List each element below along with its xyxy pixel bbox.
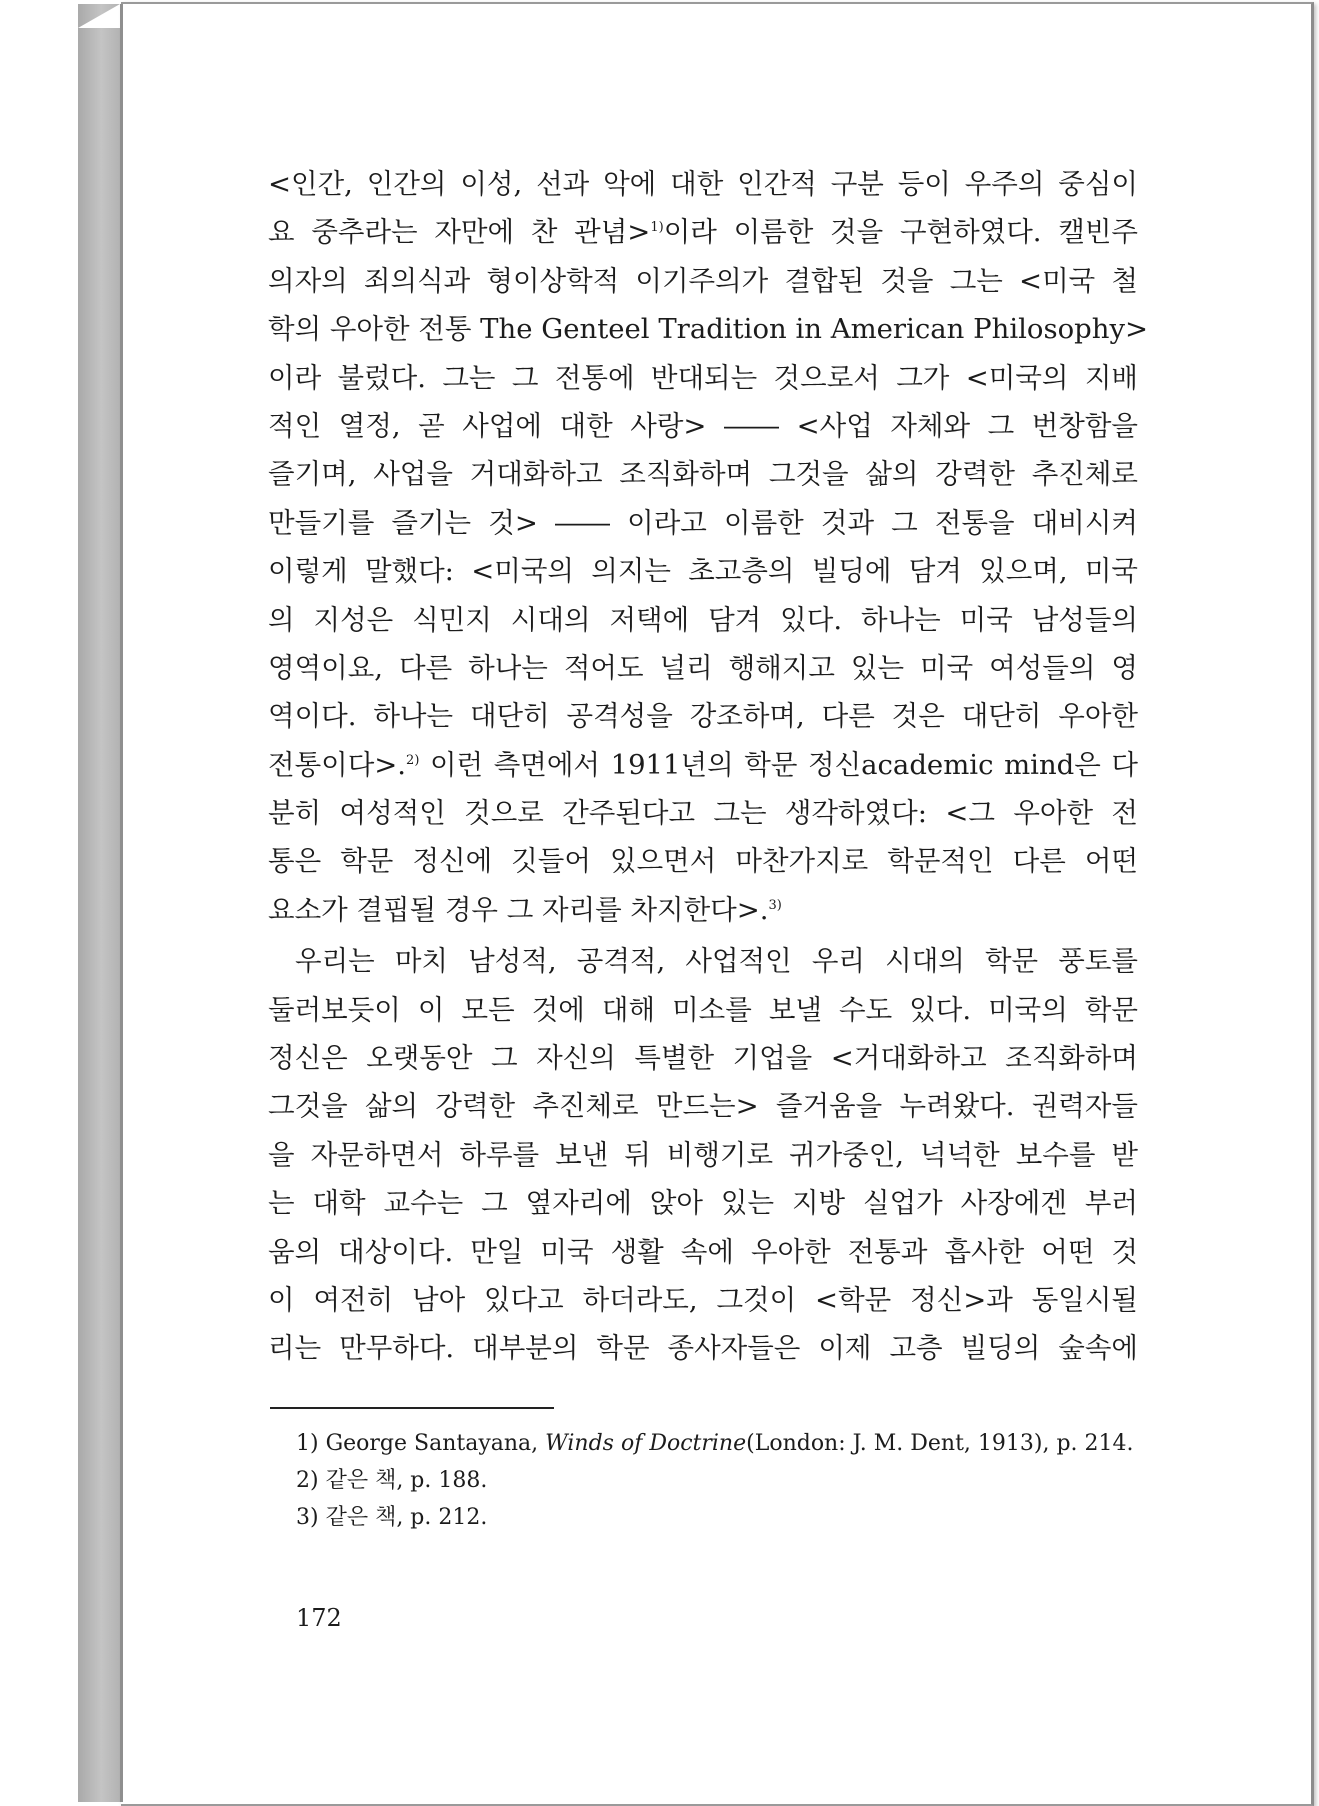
text-line: 학의 우아한 전통 The Genteel Tradition in American Philosophy>: [268, 313, 1149, 346]
text-line: 의 지성은 식민지 시대의 저택에 담겨 있다. 하나는 미국 남성들의: [268, 603, 1138, 636]
text-line: 을 자문하면서 하루를 보낸 뒤 비행기로 귀가중인, 넉넉한 보수를 받: [268, 1138, 1138, 1171]
text-line: 통은 학문 정신에 깃들어 있으면서 마찬가지로 학문적인 다른 어떤: [268, 845, 1138, 878]
footnote-ref: 2): [406, 752, 420, 768]
page-edge: [120, 4, 123, 1802]
footnote-ref: 3): [768, 897, 782, 913]
body-text: [268, 160, 1149, 1373]
footnote: 1) George Santayana, Winds of Doctrine(London: J. M. Dent, 1913), p. 214.: [296, 1431, 1134, 1456]
footnotes: [296, 1425, 1146, 1536]
text-line: 요소가 결핍될 경우 그 자리를 차지한다>.$^{3)}$: [268, 893, 782, 926]
text-line: 그것을 삶의 강력한 추진체로 만드는> 즐거움을 누려왔다. 권력자들: [268, 1090, 1138, 1123]
text-line: 요 중추라는 자만에 찬 관념>$^{1)}$이라 이름한 것을 구현하였다. 캘빈주: [268, 216, 1138, 249]
text-line: 움의 대상이다. 만일 미국 생활 속에 우아한 전통과 흡사한 어떤 것: [268, 1235, 1138, 1268]
text-line: 전통이다>.$^{2)}$ 이런 측면에서 1911년의 학문 정신academic mind은 다: [268, 748, 1138, 781]
footnote: 2) 같은 책, p. 188.: [296, 1468, 488, 1493]
text-line: 리는 만무하다. 대부분의 학문 종사자들은 이제 고층 빌딩의 숲속에: [268, 1332, 1138, 1365]
text-line: 는 대학 교수는 그 옆자리에 앉아 있는 지방 실업가 사장에겐 부러: [268, 1187, 1138, 1220]
text-line: 역이다. 하나는 대단히 공격성을 강조하며, 다른 것은 대단히 우아한: [268, 700, 1138, 733]
spine-corner: [78, 4, 120, 28]
text-line: 적인 열정, 곧 사업에 대한 사랑> ―― <사업 자체와 그 번창함을: [268, 409, 1138, 442]
footnote-divider: [270, 1407, 554, 1409]
footnote-ref: 1): [650, 220, 664, 236]
book-spine: [78, 4, 120, 1802]
text-line: 이라 불렀다. 그는 그 전통에 반대되는 것으로서 그가 <미국의 지배: [268, 361, 1138, 394]
text-line: <인간, 인간의 이성, 선과 악에 대한 인간적 구분 등이 우주의 중심이: [268, 168, 1138, 200]
text-line: 영역이요, 다른 하나는 적어도 널리 행해지고 있는 미국 여성들의 영: [268, 651, 1138, 684]
text-line: 정신은 오랫동안 그 자신의 특별한 기업을 <거대화하고 조직화하며: [268, 1042, 1138, 1075]
page-number: 172: [296, 1604, 342, 1632]
text-line: 이렇게 말했다: <미국의 의지는 초고층의 빌딩에 담겨 있으며, 미국: [268, 555, 1138, 588]
book-title: Winds of Doctrine: [545, 1431, 747, 1456]
text-line: 우리는 마치 남성적, 공격적, 사업적인 우리 시대의 학문 풍토를: [295, 945, 1138, 978]
text-line: 둘러보듯이 이 모든 것에 대해 미소를 보낼 수도 있다. 미국의 학문: [268, 993, 1138, 1026]
text-line: 이 여전히 남아 있다고 하더라도, 그것이 <학문 정신>과 동일시될: [268, 1283, 1138, 1316]
text-line: 의자의 죄의식과 형이상학적 이기주의가 결합된 것을 그는 <미국 철: [268, 264, 1138, 297]
text-line: 즐기며, 사업을 거대화하고 조직화하며 그것을 삶의 강력한 추진체로: [268, 458, 1138, 491]
text-line: 만들기를 즐기는 것> ―― 이라고 이름한 것과 그 전통을 대비시켜: [268, 506, 1138, 539]
text-line: 분히 여성적인 것으로 간주된다고 그는 생각하였다: <그 우아한 전: [268, 797, 1138, 830]
footnote: 3) 같은 책, p. 212.: [296, 1505, 488, 1530]
